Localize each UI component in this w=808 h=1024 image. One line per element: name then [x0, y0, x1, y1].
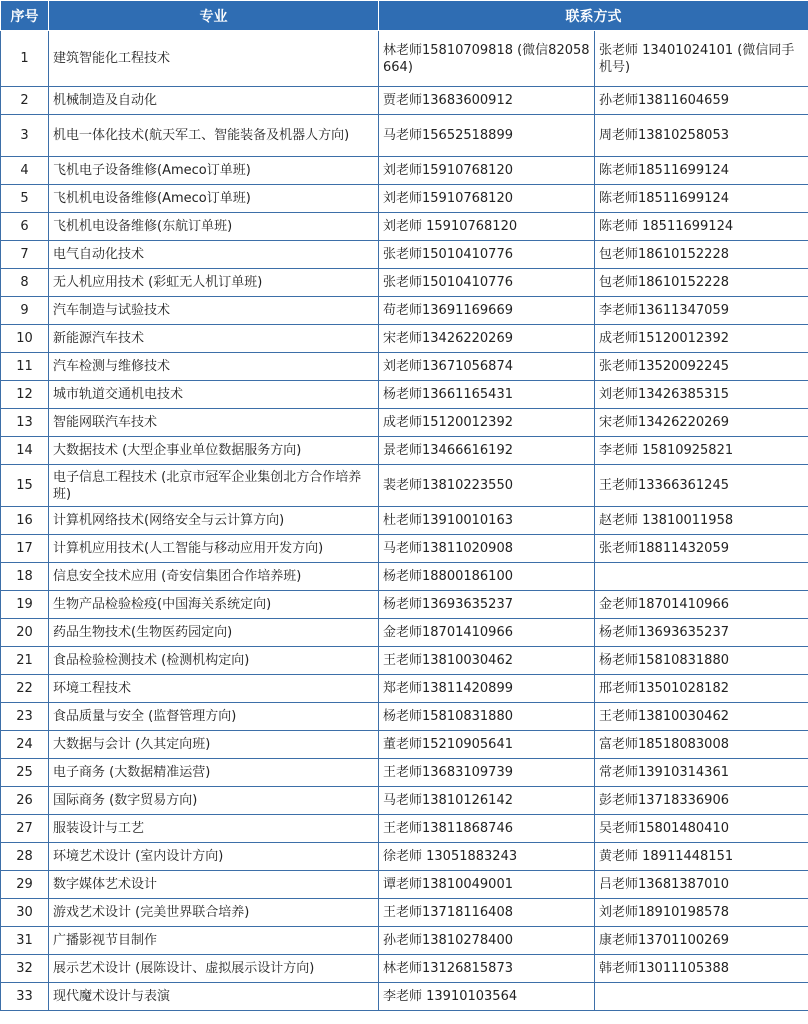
- table-row: [1, 535, 808, 563]
- contact-primary: 杨老师13693635237: [379, 591, 595, 619]
- table-row: [1, 983, 808, 1011]
- contact-primary: 刘老师15910768120: [379, 185, 595, 213]
- row-number: 7: [1, 241, 49, 269]
- table-row: [1, 241, 808, 269]
- major-name: 药品生物技术(生物医药园定向): [49, 619, 379, 647]
- contact-secondary: 韩老师13011105388: [595, 955, 808, 983]
- major-name: 现代魔术设计与表演: [49, 983, 379, 1011]
- contact-secondary: 包老师18610152228: [595, 241, 808, 269]
- contact-primary: 王老师13811868746: [379, 815, 595, 843]
- contact-secondary: 李老师13611347059: [595, 297, 808, 325]
- contact-primary: 杜老师13910010163: [379, 507, 595, 535]
- header-major: 专业: [49, 1, 379, 31]
- contact-secondary: 孙老师13811604659: [595, 87, 808, 115]
- contact-primary: 刘老师15910768120: [379, 157, 595, 185]
- contact-primary: 马老师13811020908: [379, 535, 595, 563]
- table-row: [1, 955, 808, 983]
- contact-secondary: [595, 983, 808, 1011]
- row-number: 24: [1, 731, 49, 759]
- row-number: 23: [1, 703, 49, 731]
- major-name: 大数据技术 (大型企事业单位数据服务方向): [49, 437, 379, 465]
- table-row: [1, 563, 808, 591]
- contact-primary: 杨老师18800186100: [379, 563, 595, 591]
- row-number: 25: [1, 759, 49, 787]
- major-name: 展示艺术设计 (展陈设计、虚拟展示设计方向): [49, 955, 379, 983]
- contact-secondary: 包老师18610152228: [595, 269, 808, 297]
- row-number: 19: [1, 591, 49, 619]
- row-number: 2: [1, 87, 49, 115]
- major-name: 智能网联汽车技术: [49, 409, 379, 437]
- major-name: 汽车制造与试验技术: [49, 297, 379, 325]
- major-name: 机电一体化技术(航天军工、智能装备及机器人方向): [49, 115, 379, 157]
- contact-primary: 张老师15010410776: [379, 241, 595, 269]
- table-row: [1, 815, 808, 843]
- table-row: [1, 185, 808, 213]
- table-row: [1, 899, 808, 927]
- row-number: 8: [1, 269, 49, 297]
- row-number: 5: [1, 185, 49, 213]
- row-number: 9: [1, 297, 49, 325]
- contact-primary: 林老师15810709818 (微信82058664): [379, 31, 595, 87]
- contact-secondary: 吴老师15801480410: [595, 815, 808, 843]
- major-name: 食品检验检测技术 (检测机构定向): [49, 647, 379, 675]
- contact-secondary: 赵老师 13810011958: [595, 507, 808, 535]
- major-name: 飞机机电设备维修(Ameco订单班): [49, 185, 379, 213]
- contact-primary: 景老师13466616192: [379, 437, 595, 465]
- row-number: 31: [1, 927, 49, 955]
- table-row: [1, 703, 808, 731]
- table-row: [1, 409, 808, 437]
- row-number: 18: [1, 563, 49, 591]
- header-row: [1, 1, 808, 31]
- row-number: 26: [1, 787, 49, 815]
- contact-secondary: 富老师18518083008: [595, 731, 808, 759]
- contact-primary: 马老师15652518899: [379, 115, 595, 157]
- contact-secondary: 陈老师18511699124: [595, 157, 808, 185]
- contact-primary: 裴老师13810223550: [379, 465, 595, 507]
- table-row: [1, 87, 808, 115]
- major-name: 游戏艺术设计 (完美世界联合培养): [49, 899, 379, 927]
- table-row: [1, 591, 808, 619]
- major-name: 电子商务 (大数据精准运营): [49, 759, 379, 787]
- contact-secondary: 吕老师13681387010: [595, 871, 808, 899]
- contact-secondary: 陈老师 18511699124: [595, 213, 808, 241]
- contact-primary: 林老师13126815873: [379, 955, 595, 983]
- row-number: 30: [1, 899, 49, 927]
- row-number: 17: [1, 535, 49, 563]
- row-number: 3: [1, 115, 49, 157]
- row-number: 20: [1, 619, 49, 647]
- row-number: 6: [1, 213, 49, 241]
- row-number: 12: [1, 381, 49, 409]
- contact-primary: 苟老师13691169669: [379, 297, 595, 325]
- contact-primary: 杨老师13661165431: [379, 381, 595, 409]
- row-number: 4: [1, 157, 49, 185]
- major-name: 信息安全技术应用 (奇安信集团合作培养班): [49, 563, 379, 591]
- table-row: [1, 213, 808, 241]
- major-name: 国际商务 (数字贸易方向): [49, 787, 379, 815]
- table-row: [1, 507, 808, 535]
- contact-primary: 刘老师13671056874: [379, 353, 595, 381]
- contact-primary: 杨老师15810831880: [379, 703, 595, 731]
- row-number: 32: [1, 955, 49, 983]
- row-number: 21: [1, 647, 49, 675]
- table-row: [1, 297, 808, 325]
- contact-primary: 孙老师13810278400: [379, 927, 595, 955]
- contact-secondary: 张老师13520092245: [595, 353, 808, 381]
- major-name: 飞机电子设备维修(Ameco订单班): [49, 157, 379, 185]
- table-row: [1, 675, 808, 703]
- table-row: [1, 325, 808, 353]
- contact-primary: 张老师15010410776: [379, 269, 595, 297]
- row-number: 16: [1, 507, 49, 535]
- contact-primary: 郑老师13811420899: [379, 675, 595, 703]
- major-name: 机械制造及自动化: [49, 87, 379, 115]
- major-name: 环境工程技术: [49, 675, 379, 703]
- major-name: 环境艺术设计 (室内设计方向): [49, 843, 379, 871]
- contact-primary: 王老师13810030462: [379, 647, 595, 675]
- contact-secondary: 成老师15120012392: [595, 325, 808, 353]
- major-name: 数字媒体艺术设计: [49, 871, 379, 899]
- major-name: 服装设计与工艺: [49, 815, 379, 843]
- contact-secondary: 康老师13701100269: [595, 927, 808, 955]
- table-row: [1, 871, 808, 899]
- row-number: 10: [1, 325, 49, 353]
- row-number: 22: [1, 675, 49, 703]
- major-name: 新能源汽车技术: [49, 325, 379, 353]
- contact-secondary: 杨老师15810831880: [595, 647, 808, 675]
- table-row: [1, 787, 808, 815]
- contact-secondary: 刘老师18910198578: [595, 899, 808, 927]
- table-row: [1, 269, 808, 297]
- row-number: 28: [1, 843, 49, 871]
- major-name: 计算机应用技术(人工智能与移动应用开发方向): [49, 535, 379, 563]
- table-row: [1, 157, 808, 185]
- contact-primary: 贾老师13683600912: [379, 87, 595, 115]
- row-number: 27: [1, 815, 49, 843]
- contact-secondary: 宋老师13426220269: [595, 409, 808, 437]
- row-number: 13: [1, 409, 49, 437]
- table-row: [1, 115, 808, 157]
- contact-secondary: 张老师 13401024101 (微信同手机号): [595, 31, 808, 87]
- contact-secondary: 王老师13810030462: [595, 703, 808, 731]
- major-name: 电气自动化技术: [49, 241, 379, 269]
- contact-primary: 董老师15210905641: [379, 731, 595, 759]
- row-number: 11: [1, 353, 49, 381]
- major-name: 无人机应用技术 (彩虹无人机订单班): [49, 269, 379, 297]
- table-row: [1, 353, 808, 381]
- contact-secondary: 金老师18701410966: [595, 591, 808, 619]
- header-seq: 序号: [1, 1, 49, 31]
- contact-secondary: 邢老师13501028182: [595, 675, 808, 703]
- contact-secondary: 刘老师13426385315: [595, 381, 808, 409]
- contact-secondary: [595, 563, 808, 591]
- contact-secondary: 杨老师13693635237: [595, 619, 808, 647]
- contact-primary: 金老师18701410966: [379, 619, 595, 647]
- table-row: [1, 843, 808, 871]
- table-row: [1, 465, 808, 507]
- table-body: [1, 31, 808, 1011]
- contact-primary: 谭老师13810049001: [379, 871, 595, 899]
- table-row: [1, 731, 808, 759]
- contact-secondary: 张老师18811432059: [595, 535, 808, 563]
- major-name: 建筑智能化工程技术: [49, 31, 379, 87]
- row-number: 29: [1, 871, 49, 899]
- contact-primary: 徐老师 13051883243: [379, 843, 595, 871]
- row-number: 15: [1, 465, 49, 507]
- contact-secondary: 常老师13910314361: [595, 759, 808, 787]
- contact-primary: 王老师13718116408: [379, 899, 595, 927]
- contact-primary: 李老师 13910103564: [379, 983, 595, 1011]
- table-row: [1, 381, 808, 409]
- contact-primary: 王老师13683109739: [379, 759, 595, 787]
- table-row: [1, 647, 808, 675]
- contact-secondary: 彭老师13718336906: [595, 787, 808, 815]
- major-name: 计算机网络技术(网络安全与云计算方向): [49, 507, 379, 535]
- major-name: 大数据与会计 (久其定向班): [49, 731, 379, 759]
- table-row: [1, 437, 808, 465]
- contact-primary: 宋老师13426220269: [379, 325, 595, 353]
- contact-primary: 马老师13810126142: [379, 787, 595, 815]
- major-name: 城市轨道交通机电技术: [49, 381, 379, 409]
- major-name: 电子信息工程技术 (北京市冠军企业集创北方合作培养班): [49, 465, 379, 507]
- table-row: [1, 31, 808, 87]
- table-row: [1, 927, 808, 955]
- row-number: 14: [1, 437, 49, 465]
- contact-secondary: 陈老师18511699124: [595, 185, 808, 213]
- contact-secondary: 周老师13810258053: [595, 115, 808, 157]
- table-row: [1, 759, 808, 787]
- row-number: 1: [1, 31, 49, 87]
- major-name: 食品质量与安全 (监督管理方向): [49, 703, 379, 731]
- row-number: 33: [1, 983, 49, 1011]
- contact-secondary: 王老师13366361245: [595, 465, 808, 507]
- major-name: 广播影视节目制作: [49, 927, 379, 955]
- contact-secondary: 李老师 15810925821: [595, 437, 808, 465]
- contact-secondary: 黄老师 18911448151: [595, 843, 808, 871]
- contact-primary: 刘老师 15910768120: [379, 213, 595, 241]
- major-name: 汽车检测与维修技术: [49, 353, 379, 381]
- major-name: 飞机机电设备维修(东航订单班): [49, 213, 379, 241]
- major-name: 生物产品检验检疫(中国海关系统定向): [49, 591, 379, 619]
- table-row: [1, 619, 808, 647]
- contact-primary: 成老师15120012392: [379, 409, 595, 437]
- header-contact: 联系方式: [379, 1, 808, 31]
